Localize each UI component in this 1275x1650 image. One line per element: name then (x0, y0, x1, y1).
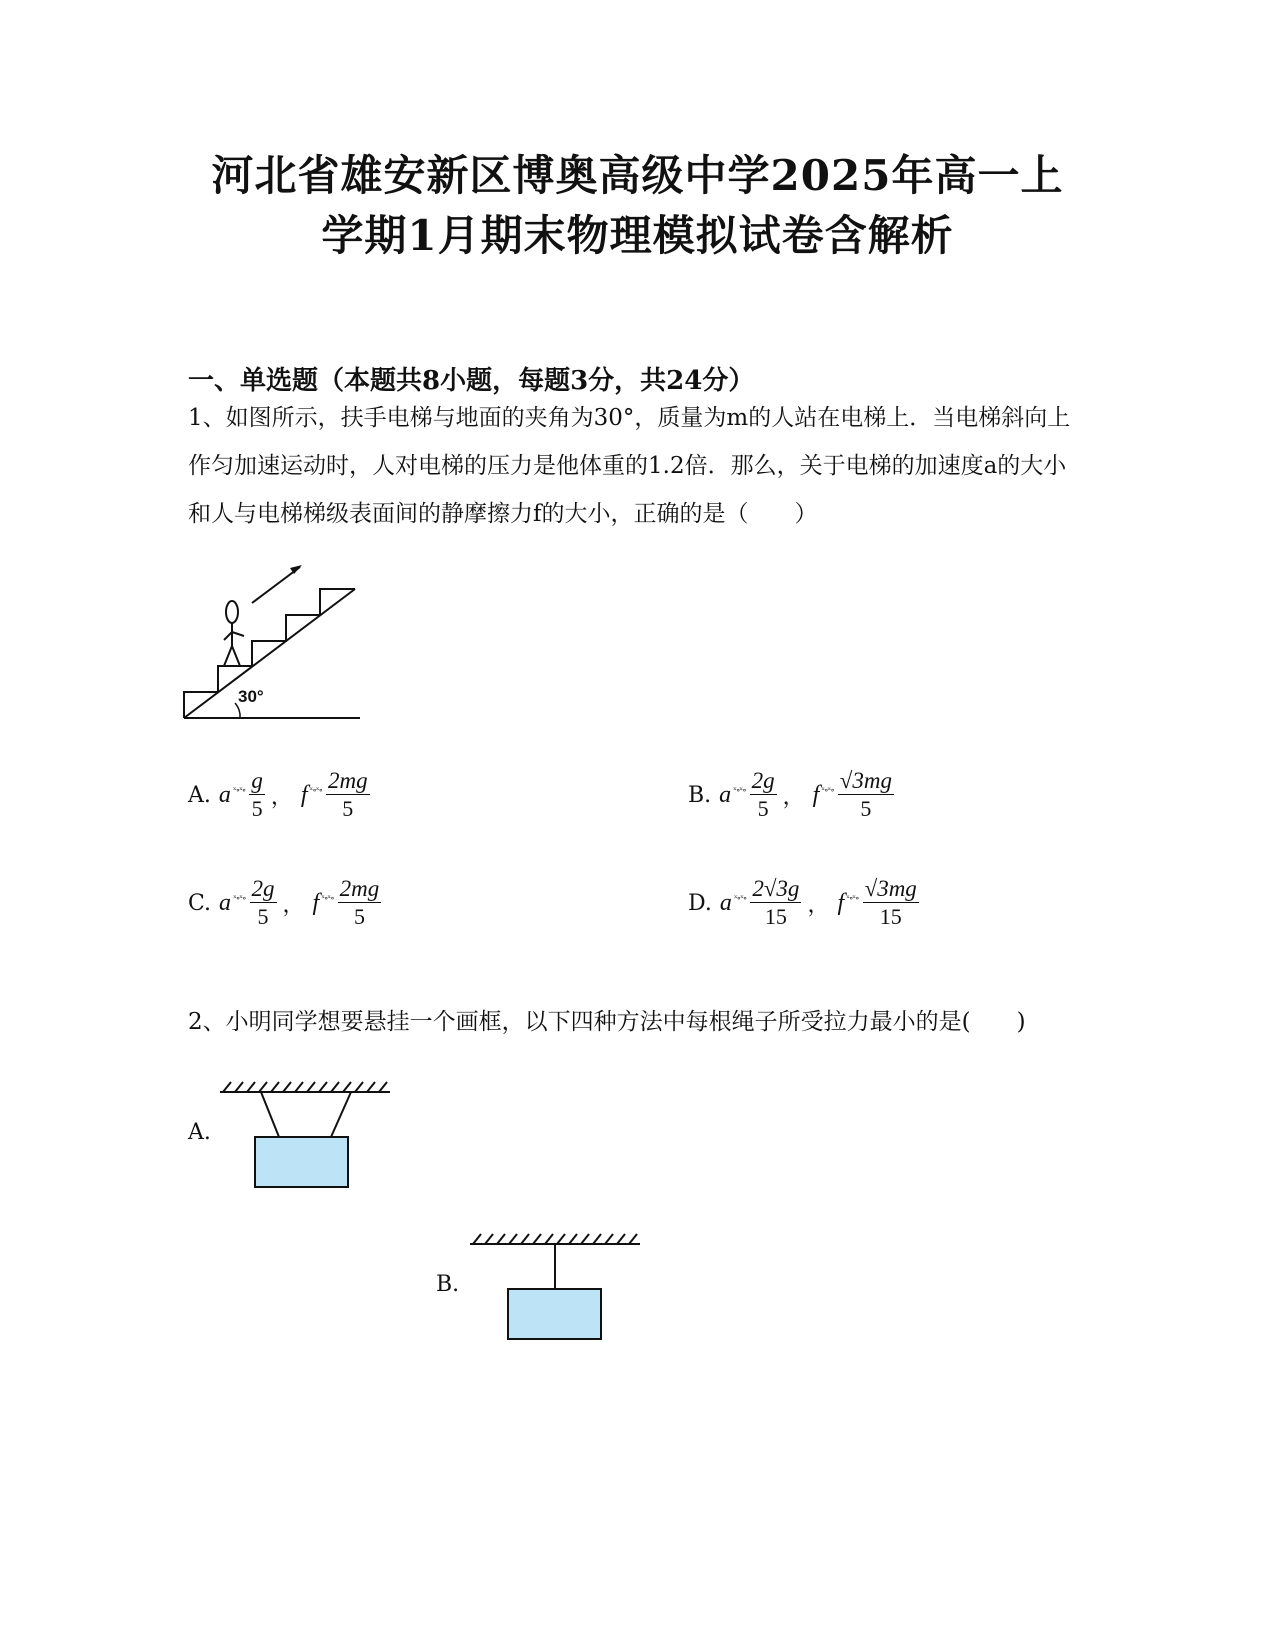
angle-label: 30° (238, 687, 264, 706)
var-a: a (719, 782, 732, 808)
numerator: √3mg (864, 876, 917, 901)
comma: ， (282, 893, 305, 918)
var-f: f (812, 782, 820, 808)
section-heading: 一、单选题（本题共8小题，每题3分，共24分） (188, 366, 755, 396)
var-a: a (719, 890, 732, 916)
fraction-a (250, 876, 277, 931)
var-f: f (300, 782, 308, 808)
equals-glyph-icon: ˣ∘ˣ∘ (232, 785, 246, 796)
fraction-f (338, 876, 382, 931)
var-a: a (218, 782, 231, 808)
fraction-a (750, 768, 777, 823)
option-c[interactable] (188, 876, 383, 931)
question-2-text: 2、小明同学想要悬挂一个画框，以下四种方法中每根绳子所受拉力最小的是( ) (188, 1009, 1026, 1035)
question-1-text: 1、如图所示，扶手电梯与地面的夹角为30°，质量为m的人站在电梯上．当电梯斜向上作匀加速运动时，人对电梯的压力是他体重的1.2倍．那么，关于电梯的加速度a的大小和人与电梯梯级表面间的静摩擦力f的大小，正确的是（ ） (188, 405, 1071, 527)
fraction-a (249, 768, 265, 823)
equals-glyph-icon: ˣ∘ˣ∘ (733, 893, 747, 904)
comma: ， (270, 785, 293, 810)
numerator: g (251, 768, 263, 793)
figure-b-label: B. (436, 1272, 460, 1297)
comma: ， (782, 785, 805, 810)
comma: ， (807, 893, 830, 918)
fraction-f (838, 768, 894, 823)
equals-glyph-icon: ˣ∘ˣ∘ (233, 893, 246, 904)
equals-glyph-icon: ˣ∘ˣ∘ (821, 785, 834, 796)
denominator: 5 (757, 796, 769, 821)
numerator: 2g (251, 876, 275, 901)
numerator: 2mg (327, 768, 368, 793)
denominator: 15 (764, 904, 787, 929)
hanging-frame-figure-a[interactable] (215, 1080, 395, 1195)
denominator: 5 (353, 904, 365, 929)
option-label: D. (688, 891, 712, 916)
equals-glyph-icon: ˣ∘ˣ∘ (309, 785, 322, 796)
option-a[interactable] (188, 768, 372, 823)
page-title-line2: 学期1月期末物理模拟试卷含解析 (321, 211, 954, 260)
option-d[interactable] (688, 876, 921, 931)
denominator: 5 (251, 796, 263, 821)
equals-glyph-icon: ˣ∘ˣ∘ (321, 893, 334, 904)
denominator: 5 (257, 904, 269, 929)
numerator: 2g (751, 768, 775, 793)
option-label: B. (688, 783, 712, 808)
denominator: 5 (860, 796, 872, 821)
page-title-line1: 河北省雄安新区博奥高级中学2025年高一上 (211, 151, 1064, 200)
var-f: f (837, 890, 845, 916)
escalator-figure (180, 560, 380, 760)
option-label: A. (188, 783, 211, 808)
equals-glyph-icon: ˣ∘ˣ∘ (733, 785, 746, 796)
var-a: a (219, 890, 232, 916)
option-label: C. (188, 891, 212, 916)
equals-glyph-icon: ˣ∘ˣ∘ (846, 893, 859, 904)
numerator: √3mg (839, 768, 892, 793)
numerator: 2√3g (752, 876, 800, 901)
numerator: 2mg (339, 876, 380, 901)
option-b[interactable] (688, 768, 896, 823)
denominator: 5 (342, 796, 354, 821)
fraction-f (863, 876, 919, 931)
denominator: 15 (879, 904, 902, 929)
fraction-a (750, 876, 801, 931)
fraction-f (326, 768, 370, 823)
var-f: f (312, 890, 320, 916)
figure-a-label: A. (188, 1120, 211, 1145)
hanging-frame-figure-b[interactable] (465, 1232, 645, 1347)
